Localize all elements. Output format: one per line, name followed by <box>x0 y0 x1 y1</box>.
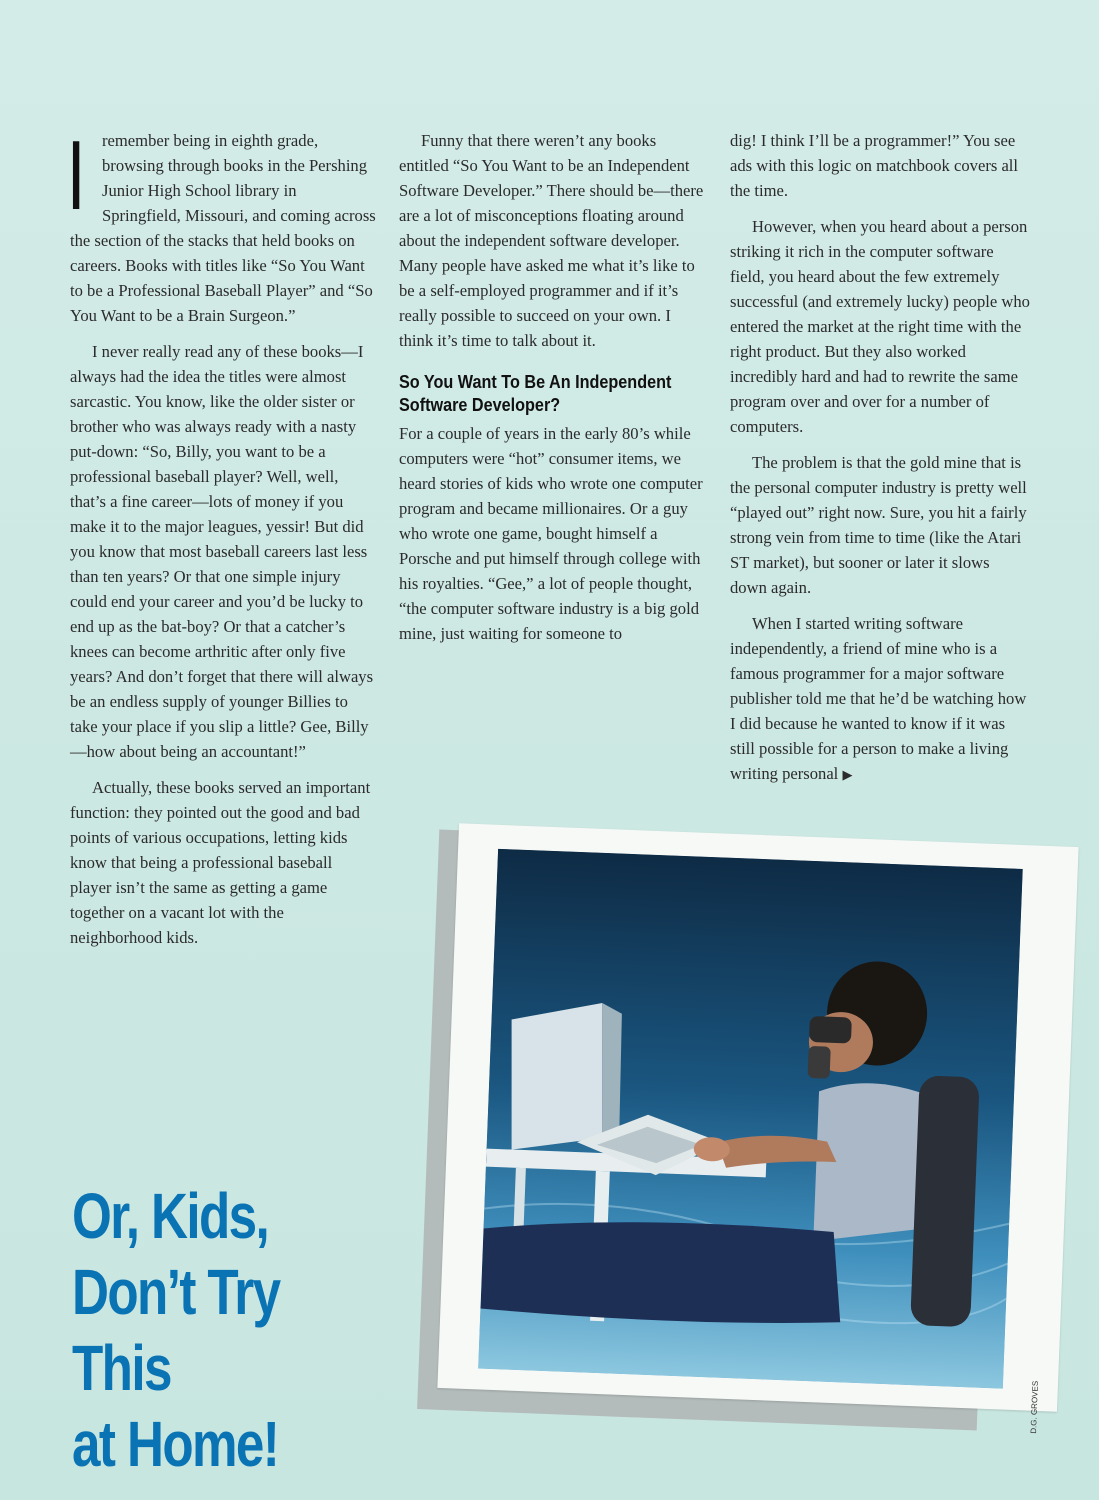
subheading: So You Want To Be An Independent Software Developer? <box>399 372 672 415</box>
underwater-photo <box>478 849 1023 1389</box>
photo-credit: D.G. GROVES <box>1029 1380 1041 1434</box>
paragraph-9 <box>730 611 1030 787</box>
paragraph-8: The problem is that the gold mine that is the personal computer industry is pretty well “played out” right now. Sure, you hit a fairly strong vein from time to time (like the Atari ST market), but sooner or later it slows down again. <box>730 453 1027 597</box>
headline-line-2: Don’t Try This <box>72 1256 280 1404</box>
paragraph-3: Actually, these books served an important function: they pointed out the good and bad points of various occupations, letting kids know that being a professional baseball player isn’t the same as getting a game together on a vacant lot with the neighborhood kids. <box>70 778 371 947</box>
headline <box>72 1178 344 1482</box>
paragraph-1 <box>70 120 376 328</box>
computer-monitor-icon <box>507 999 625 1153</box>
article-column-1 <box>70 120 376 961</box>
headline-line-3: at Home! <box>72 1408 279 1480</box>
paragraph-1-text: remember being in eighth grade, browsing through books in the Pershing Junior High School library in Springfield, Missouri, and coming across the section of the stacks that held books on careers. Books with titles like “So You Want to be a Professional Baseball Player” and “So You Want to be a Brain Surgeon.” <box>70 131 376 325</box>
paragraph-6: dig! I think I’ll be a programmer!” You see ads with this logic on matchbook covers all the time. <box>730 131 1019 200</box>
paragraph-5: For a couple of years in the early 80’s while computers were “hot” consumer items, we heard stories of kids who wrote one computer program and became millionaires. Or a guy who wrote one game, bought himself a Porsche and put himself through college with his royalties. “Gee,” a lot of people thought, “the computer software industry is a big gold mine, just waiting for someone to <box>399 424 703 643</box>
article-column-3 <box>730 128 1030 798</box>
headline-line-1: Or, Kids, <box>72 1180 269 1252</box>
continue-arrow-icon: ▶ <box>842 767 853 782</box>
paragraph-2: I never really read any of these books—I always had the idea the titles were almost sarcastic. You know, like the older sister or brother who was always ready with a nasty put-down: “So, Billy, you want to be a professional baseball player? Well, well, that’s a fine career—lots of money if you make it to the major leagues, yessir! But did you know that most baseball careers last less than ten years? Or that one simple injury could end your career and you’d be lucky to end up as the bat-boy? Or that a catcher’s knees can become arthritic after only five years? And don’t forget that there will always be an endless supply of younger Billies to take your place if you slip a little? Gee, Billy—how about being an accountant!” <box>70 342 374 761</box>
photo-illustration <box>478 849 1023 1389</box>
paragraph-9-text: When I started writing software independently, a friend of mine who is a famous programmer for a major software publisher told me that he’d be watching how I did because he wanted to know if it was still possible for a person to make a living writing personal <box>730 614 1027 783</box>
drop-cap: I <box>70 120 83 230</box>
article-column-2 <box>399 128 709 657</box>
paragraph-4: Funny that there weren’t any books entitled “So You Want to be an Independent Software Developer.” There should be—there are a lot of misconceptions floating around about the independent software developer. Many people have asked me what it’s like to be a self-employed programmer and if it’s really possible to succeed on your own. I think it’s time to talk about it. <box>399 131 704 350</box>
paragraph-7: However, when you heard about a person striking it rich in the computer software field, you heard about the few extremely successful (and extremely lucky) people who entered the market at the right time with the right product. But they also worked incredibly hard and had to rewrite the same program over and over for a number of computers. <box>730 217 1030 436</box>
photo-frame <box>437 823 1078 1434</box>
